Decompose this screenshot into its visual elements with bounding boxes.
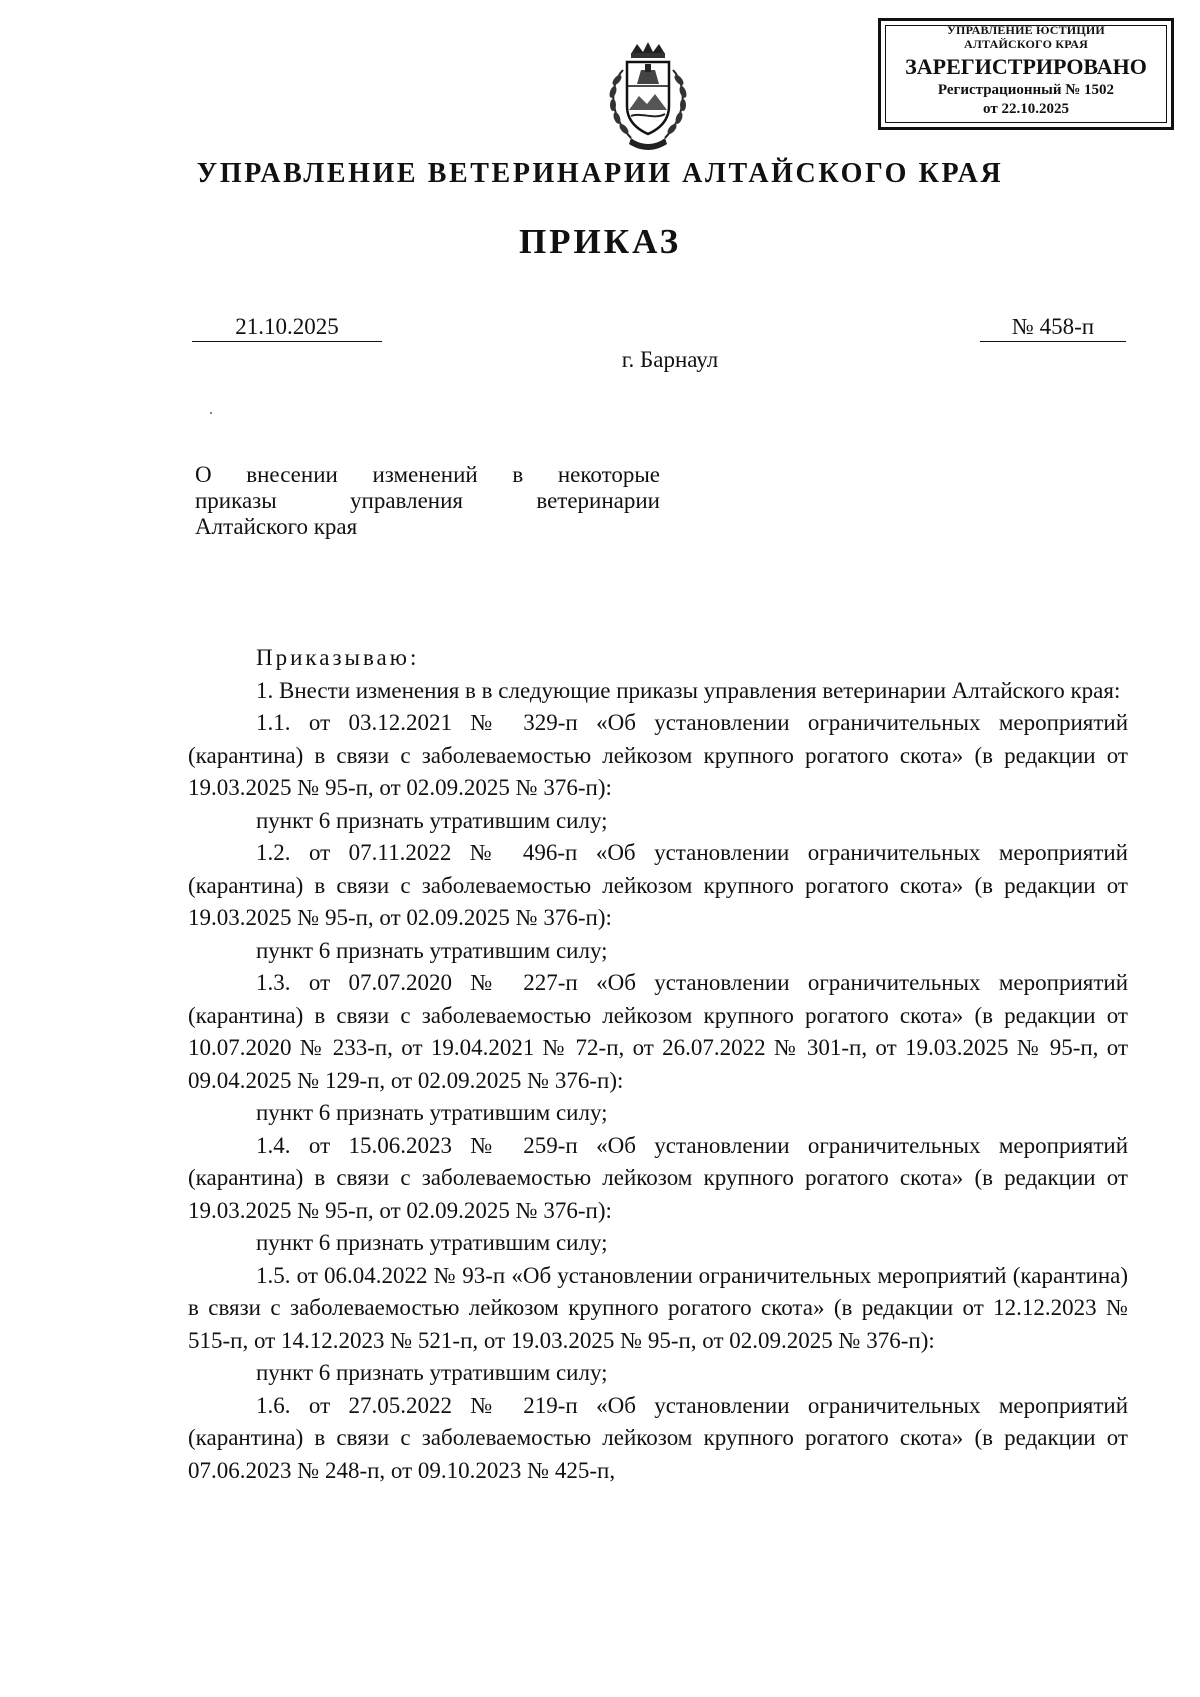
organization-title: УПРАВЛЕНИЕ ВЕТЕРИНАРИИ АЛТАЙСКОГО КРАЯ: [196, 158, 1004, 189]
paragraph: 1.2. от 07.11.2022 № 496-п «Об установлении ограничительных мероприятий (карантина) в связи с заболеваемостью лейкозом крупного рогатого скота» (в редакции от 19.03.2025 № 95-п, от 02.09.2025 № 376-п):: [188, 840, 1128, 930]
paragraph: пункт 6 признать утратившим силу;: [256, 1230, 608, 1255]
stamp-authority-line1: УПРАВЛЕНИЕ ЮСТИЦИИ: [947, 23, 1105, 37]
subject-line: приказы управления ветеринарии: [195, 488, 660, 513]
paragraph: 1.4. от 15.06.2023 № 259-п «Об установлении ограничительных мероприятий (карантина) в связи с заболеваемостью лейкозом крупного рогатого скота» (в редакции от 19.03.2025 № 95-п, от 02.09.2025 № 376-п):: [188, 1132, 1128, 1223]
paragraph: 1.1. от 03.12.2021 № 329-п «Об установлении ограничительных мероприятий (карантина) в связи с заболеваемостью лейкозом крупного рогатого скота» (в редакции от 19.03.2025 № 95-п, от 02.09.2025 № 376-п):: [188, 710, 1128, 800]
subject-block: [195, 462, 660, 540]
document-type: ПРИКАЗ: [518, 222, 682, 261]
subject-line: Алтайского края: [195, 514, 358, 539]
paragraph: пункт 6 признать утратившим силу;: [256, 1100, 608, 1125]
order-body: [188, 642, 1128, 1487]
subject-line: О внесении изменений в некоторые: [195, 462, 660, 487]
stamp-reg-number: Регистрационный № 1502: [937, 82, 1115, 98]
stamp-reg-date: от 22.10.2025: [983, 101, 1069, 117]
paragraph: 1.6. от 27.05.2022 № 219-п «Об установлении ограничительных мероприятий (карантина) в связи с заболеваемостью лейкозом крупного рогатого скота» (в редакции от 07.06.2023 № 248-п, от 09.10.2023 № 425-п,: [188, 1392, 1128, 1483]
scan-speck: [210, 412, 212, 414]
paragraph: 1. Внести изменения в в следующие приказы управления ветеринарии Алтайского края:: [256, 677, 1121, 703]
order-number: № 458-п: [980, 313, 1126, 342]
registration-stamp: [878, 18, 1174, 130]
coat-of-arms-icon: [601, 40, 695, 152]
paragraph: 1.3. от 07.07.2020 № 227-п «Об установлении ограничительных мероприятий (карантина) в связи с заболеваемостью лейкозом крупного рогатого скота» (в редакции от 10.07.2020 № 233-п, от 19.04.2021 № 72-п, от 26.07.2022 № 301-п, от 19.03.2025 № 95-п, от 09.04.2025 № 129-п, от 02.09.2025 № 376-п):: [188, 970, 1128, 1093]
order-date: 21.10.2025: [192, 313, 382, 342]
paragraph: пункт 6 признать утратившим силу;: [256, 807, 608, 833]
order-word: Приказываю:: [256, 645, 420, 670]
paragraph: 1.5. от 06.04.2022 № 93-п «Об установлении ограничительных мероприятий (карантина) в связи с заболеваемостью лейкозом крупного рогатого скота» (в редакции от 12.12.2023 № 515-п, от 14.12.2023 № 521-п, от 19.03.2025 № 95-п, от 02.09.2025 № 376-п):: [188, 1262, 1128, 1353]
stamp-inner-frame: [885, 25, 1167, 123]
city: г. Барнаул: [621, 347, 719, 372]
stamp-authority-line2: АЛТАЙСКОГО КРАЯ: [964, 37, 1088, 51]
paragraph: пункт 6 признать утратившим силу;: [256, 937, 608, 963]
stamp-status: ЗАРЕГИСТРИРОВАНО: [905, 54, 1147, 79]
paragraph: пункт 6 признать утратившим силу;: [256, 1360, 608, 1385]
